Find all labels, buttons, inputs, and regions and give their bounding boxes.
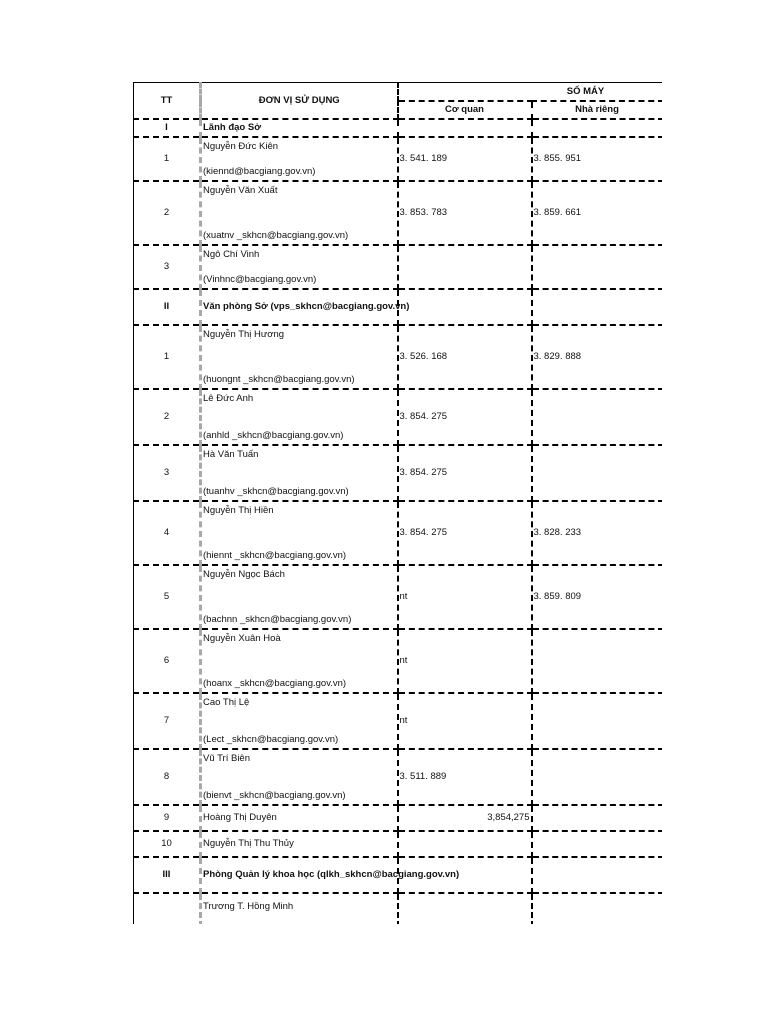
office-number: 3. 853. 783 <box>398 181 532 245</box>
user-cell <box>201 181 398 245</box>
home-number <box>532 389 663 445</box>
user-name: Nguyễn Đức Kiên <box>203 140 279 152</box>
office-number: 3. 526. 168 <box>398 325 532 389</box>
table-row <box>134 893 663 925</box>
table-row <box>134 181 663 245</box>
home-number <box>532 805 663 831</box>
office-number: 3,854,275 <box>398 805 532 831</box>
user-email: (bachnn _skhcn@bacgiang.gov.vn) <box>203 613 352 625</box>
table-row <box>134 629 663 693</box>
office-number: 3. 854. 275 <box>398 389 532 445</box>
user-name: Ngô Chí Vinh <box>203 248 260 260</box>
row-number: 3 <box>134 445 201 501</box>
office-number: nt <box>398 565 532 629</box>
user-name: Nguyễn Thị Hiền <box>203 504 274 516</box>
user-cell <box>201 749 398 805</box>
office-number: 3. 511. 889 <box>398 749 532 805</box>
directory-rows <box>134 119 663 925</box>
table-row <box>134 137 663 181</box>
user-cell <box>201 693 398 749</box>
table-row <box>134 831 663 857</box>
row-number: 5 <box>134 565 201 629</box>
user-cell <box>201 245 398 289</box>
row-number: 8 <box>134 749 201 805</box>
user-email: (Vinhnc@bacgiang.gov.vn) <box>203 273 317 285</box>
row-number: I <box>134 119 201 137</box>
row-number: 1 <box>134 137 201 181</box>
table-row <box>134 389 663 445</box>
home-number <box>532 119 663 137</box>
office-number: 3. 854. 275 <box>398 445 532 501</box>
user-cell <box>201 445 398 501</box>
user-email: (anhld _skhcn@bacgiang.gov.vn) <box>203 429 344 441</box>
header-office: Cơ quan <box>398 101 532 119</box>
user-name: Nguyễn Thị Hương <box>203 328 285 340</box>
user-name: Hà Văn Tuấn <box>203 448 259 460</box>
home-number: 3. 859. 661 <box>532 181 663 245</box>
phone-directory-sheet <box>133 82 662 924</box>
office-number <box>398 831 532 857</box>
home-number <box>532 245 663 289</box>
header-phone: SỐ MÁY <box>398 83 663 101</box>
office-number <box>398 893 532 925</box>
home-number <box>532 893 663 925</box>
row-number: 7 <box>134 693 201 749</box>
user-cell <box>201 325 398 389</box>
table-row <box>134 805 663 831</box>
office-number <box>398 245 532 289</box>
user-cell <box>201 389 398 445</box>
home-number: 3. 859. 809 <box>532 565 663 629</box>
table-row <box>134 749 663 805</box>
table-row <box>134 693 663 749</box>
office-number: nt <box>398 693 532 749</box>
table-row <box>134 565 663 629</box>
user-email: (hoanx _skhcn@bacgiang.gov.vn) <box>203 677 347 689</box>
user-cell <box>201 831 398 857</box>
header-home: Nhà riêng <box>532 101 663 119</box>
row-number: 9 <box>134 805 201 831</box>
row-number: II <box>134 289 201 325</box>
user-email: (tuanhv _skhcn@bacgiang.gov.vn) <box>203 485 349 497</box>
home-number <box>532 629 663 693</box>
home-number <box>532 857 663 893</box>
user-email: (xuatnv _skhcn@bacgiang.gov.vn) <box>203 229 349 241</box>
header-unit: ĐƠN VỊ SỬ DỤNG <box>201 83 398 119</box>
row-number: 1 <box>134 325 201 389</box>
row-number: 4 <box>134 501 201 565</box>
user-name: Lê Đức Anh <box>203 392 254 404</box>
user-cell <box>201 501 398 565</box>
section-title: Văn phòng Sở (vps_skhcn@bacgiang.gov.vn) <box>201 289 398 325</box>
table-row <box>134 501 663 565</box>
section-row <box>134 289 663 325</box>
user-name: Nguyễn Văn Xuất <box>203 184 278 196</box>
section-title: Lãnh đạo Sở <box>201 119 398 137</box>
user-email: (hiennt _skhcn@bacgiang.gov.vn) <box>203 549 347 561</box>
user-cell <box>201 137 398 181</box>
phone-directory-table <box>133 82 662 924</box>
home-number: 3. 828. 233 <box>532 501 663 565</box>
office-number <box>398 289 532 325</box>
table-row <box>134 325 663 389</box>
row-number: 6 <box>134 629 201 693</box>
user-name: Nguyễn Xuân Hoà <box>203 632 281 644</box>
user-cell <box>201 565 398 629</box>
user-name: Vũ Trí Biên <box>203 752 250 764</box>
row-number: 10 <box>134 831 201 857</box>
section-title: Phòng Quản lý khoa học (qlkh_skhcn@bacgiang.gov.vn) <box>201 857 398 893</box>
home-number <box>532 693 663 749</box>
user-email: (huongnt _skhcn@bacgiang.gov.vn) <box>203 373 355 385</box>
row-number: 2 <box>134 389 201 445</box>
user-cell <box>201 629 398 693</box>
row-number <box>134 893 201 925</box>
user-cell <box>201 805 398 831</box>
table-row <box>134 445 663 501</box>
home-number: 3. 855. 951 <box>532 137 663 181</box>
header-tt: TT <box>134 83 201 119</box>
user-name: Hoàng Thị Duyên <box>203 812 277 823</box>
home-number: 3. 829. 888 <box>532 325 663 389</box>
user-name: Nguyễn Ngọc Bách <box>203 568 285 580</box>
office-number: 3. 854. 275 <box>398 501 532 565</box>
user-name: Trương T. Hồng Minh <box>203 900 294 912</box>
section-row <box>134 119 663 137</box>
user-email: (Lect _skhcn@bacgiang.gov.vn) <box>203 733 339 745</box>
office-number <box>398 119 532 137</box>
home-number <box>532 831 663 857</box>
user-cell <box>201 893 398 925</box>
office-number: 3. 541. 189 <box>398 137 532 181</box>
home-number <box>532 749 663 805</box>
home-number <box>532 289 663 325</box>
user-email: (bienvt _skhcn@bacgiang.gov.vn) <box>203 789 346 801</box>
table-row <box>134 245 663 289</box>
user-email: (kiennd@bacgiang.gov.vn) <box>203 165 316 177</box>
office-number: nt <box>398 629 532 693</box>
row-number: 2 <box>134 181 201 245</box>
row-number: 3 <box>134 245 201 289</box>
user-name: Cao Thị Lệ <box>203 696 250 708</box>
section-row <box>134 857 663 893</box>
user-name: Nguyễn Thị Thu Thủy <box>203 838 294 849</box>
row-number: III <box>134 857 201 893</box>
home-number <box>532 445 663 501</box>
